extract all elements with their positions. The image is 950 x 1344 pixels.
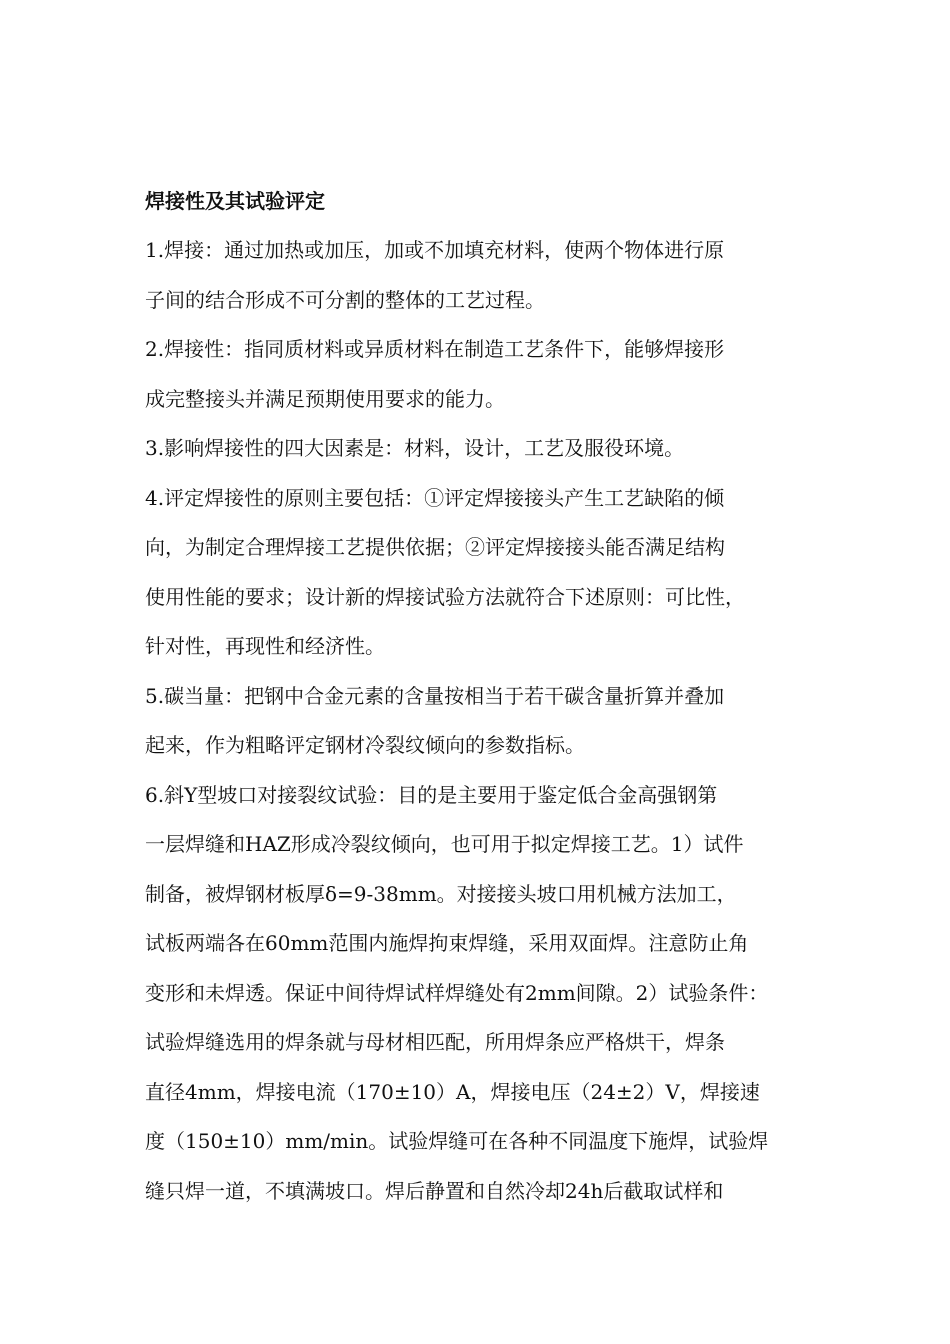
text-line: 5.碳当量：把钢中合金元素的含量按相当于若干碳含量折算并叠加 (145, 683, 725, 708)
paragraph-carbon-equivalent (145, 672, 810, 771)
text-line: 子间的结合形成不可分割的整体的工艺过程。 (145, 287, 545, 312)
text-line: 针对性，再现性和经济性。 (145, 634, 385, 658)
text-line: 变形和未焊透。保证中间待焊试样焊缝处有2mm间隙。2）试验条件： (145, 980, 769, 1005)
text-line: 3.影响焊接性的四大因素是：材料，设计，工艺及服役环境。 (145, 436, 685, 460)
text-line: 1.焊接：通过加热或加压，加或不加填充材料，使两个物体进行原 (145, 238, 725, 262)
text-line: 4.评定焊接性的原则主要包括：①评定焊接接头产生工艺缺陷的倾 (145, 485, 725, 510)
text-line: 6.斜Y型坡口对接裂纹试验：目的是主要用于鉴定低合金高强钢第 (145, 782, 718, 807)
text-line: 起来，作为粗略评定钢材冷裂纹倾向的参数指标。 (145, 733, 585, 757)
text-line: 制备，被焊钢材板厚δ=9-38mm。对接接头坡口用机械方法加工， (145, 881, 737, 906)
paragraph-evaluation-principles (145, 474, 810, 672)
text-line: 一层焊缝和HAZ形成冷裂纹倾向，也可用于拟定焊接工艺。1）试件 (145, 832, 744, 856)
text-line: 向，为制定合理焊接工艺提供依据；②评定焊接接头能否满足结构 (145, 535, 725, 559)
paragraph-weldability-definition (145, 325, 810, 424)
text-line: 2.焊接性：指同质材料或异质材料在制造工艺条件下，能够焊接形 (145, 337, 725, 361)
text-line: 直径4mm，焊接电流（170±10）A，焊接电压（24±2）V，焊接速 (145, 1079, 760, 1104)
paragraph-four-factors (145, 424, 810, 474)
document-title: 焊接性及其试验评定 (145, 189, 325, 213)
text-line: 度（150±10）mm/min。试验焊缝可在各种不同温度下施焊，试验焊 (145, 1129, 769, 1153)
paragraph-welding-definition (145, 226, 810, 325)
document-page (145, 176, 810, 1216)
text-line: 成完整接头并满足预期使用要求的能力。 (145, 386, 505, 411)
paragraph-y-groove-test (145, 771, 810, 1217)
text-line: 使用性能的要求；设计新的焊接试验方法就符合下述原则：可比性， (145, 584, 745, 609)
text-line: 试验焊缝选用的焊条就与母材相匹配，所用焊条应严格烘干，焊条 (145, 1030, 725, 1054)
text-line: 试板两端各在60mm范围内施焊拘束焊缝，采用双面焊。注意防止角 (145, 931, 749, 955)
text-line: 缝只焊一道，不填满坡口。焊后静置和自然冷却24h后截取试样和 (145, 1178, 724, 1203)
